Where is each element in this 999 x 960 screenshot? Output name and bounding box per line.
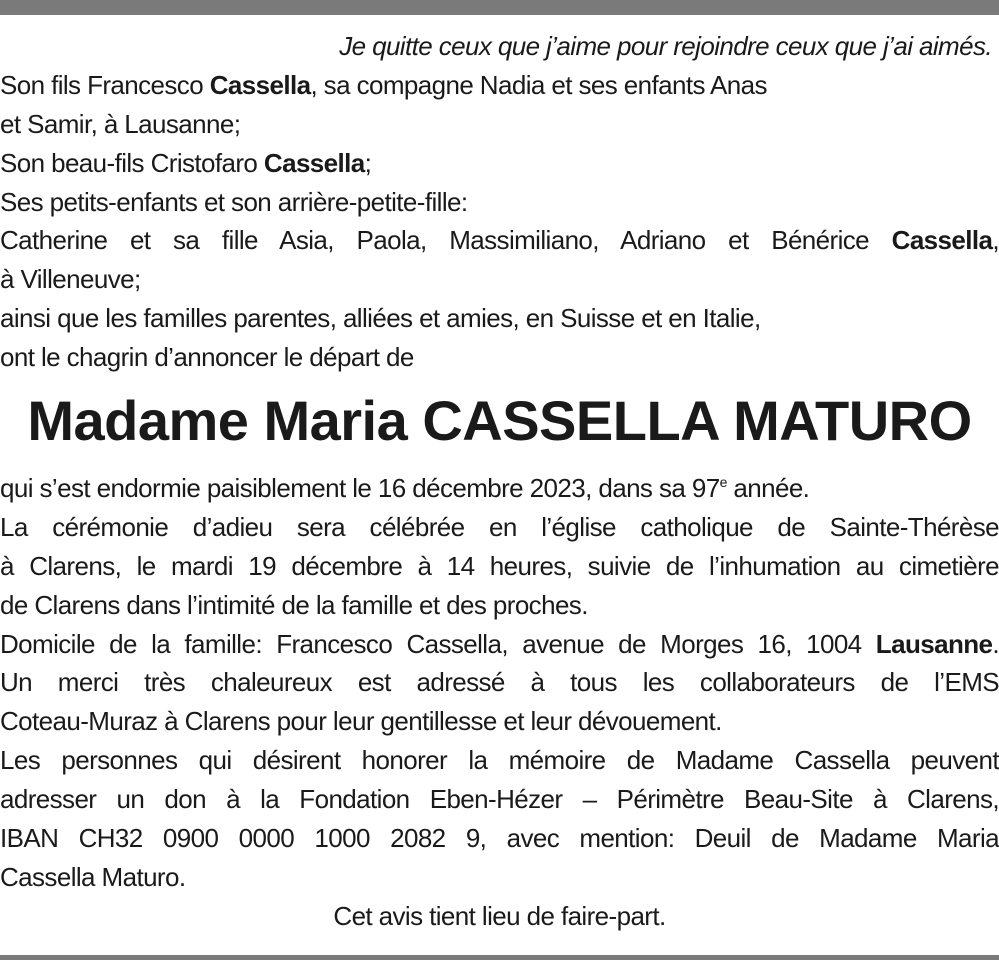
obituary-notice [0, 27, 999, 936]
text-segment: année. [726, 473, 810, 504]
body-line-3: à Clarens, le mardi 19 décembre à 14 heures, suivie de l’inhumation au cimetière [0, 550, 999, 581]
family-line-3 [0, 144, 999, 183]
text-segment: Domicile de la famille: Francesco Cassella, avenue de Morges 16, 1004 [0, 628, 876, 659]
text-segment: . [992, 628, 999, 659]
family-line-4: Ses petits-enfants et son arrière-petite-fille: [0, 186, 468, 217]
city-bold: Lausanne [875, 628, 993, 659]
body-line-1 [0, 469, 999, 508]
family-line-7: ainsi que les familles parentes, alliées et amies, en Suisse et en Italie, [0, 303, 761, 334]
text-segment: Son beau-fils Cristofaro [0, 147, 264, 178]
body-line-11: Cassella Maturo. [0, 861, 186, 892]
ordinal-superscript: e [719, 474, 727, 491]
epigraph: Je quitte ceux que j’aime pour rejoindre ceux que j’ai aimés. [339, 31, 992, 61]
text-segment: , [992, 225, 999, 256]
text-segment: Son fils Francesco [0, 69, 210, 100]
text-segment: ; [364, 147, 372, 178]
closing-line: Cet avis tient lieu de faire-part. [333, 900, 666, 931]
bottom-rule [0, 955, 999, 960]
body-line-8: Les personnes qui désirent honorer la mémoire de Madame Cassella peuvent [0, 745, 999, 776]
text-segment: Catherine et sa fille Asia, Paola, Massimiliano, Adriano et Bénérice [0, 225, 892, 256]
body-line-4: de Clarens dans l’intimité de la famille et des proches. [0, 589, 588, 620]
family-line-1 [0, 66, 999, 105]
body-line-7: Coteau-Muraz à Clarens pour leur gentillesse et leur dévouement. [0, 706, 722, 737]
surname-bold: Cassella [891, 225, 993, 256]
body-line-10: IBAN CH32 0900 0000 1000 2082 9, avec mention: Deuil de Madame Maria [0, 823, 999, 854]
body-line-9: adresser un don à la Fondation Eben-Hézer – Périmètre Beau-Site à Clarens, [0, 784, 999, 815]
family-line-5 [0, 221, 999, 260]
body-line-5 [0, 625, 999, 664]
surname-bold: Cassella [263, 147, 365, 178]
body-line-6: Un merci très chaleureux est adressé à tous les collaborateurs de l’EMS [0, 667, 999, 698]
deceased-name: Madame Maria CASSELLA MATURO [27, 389, 972, 453]
text-segment: , sa compagne Nadia et ses enfants Anas [310, 69, 767, 100]
body-line-2: La cérémonie d’adieu sera célébrée en l’église catholique de Sainte-Thérèse [0, 511, 999, 542]
family-line-2: et Samir, à Lausanne; [0, 108, 241, 139]
family-line-8: ont le chagrin d’annoncer le départ de [0, 342, 414, 373]
family-line-6: à Villeneuve; [0, 264, 141, 295]
top-rule [0, 0, 999, 15]
text-segment: qui s’est endormie paisiblement le 16 décembre 2023, dans sa 97 [0, 473, 720, 504]
surname-bold: Cassella [209, 69, 311, 100]
